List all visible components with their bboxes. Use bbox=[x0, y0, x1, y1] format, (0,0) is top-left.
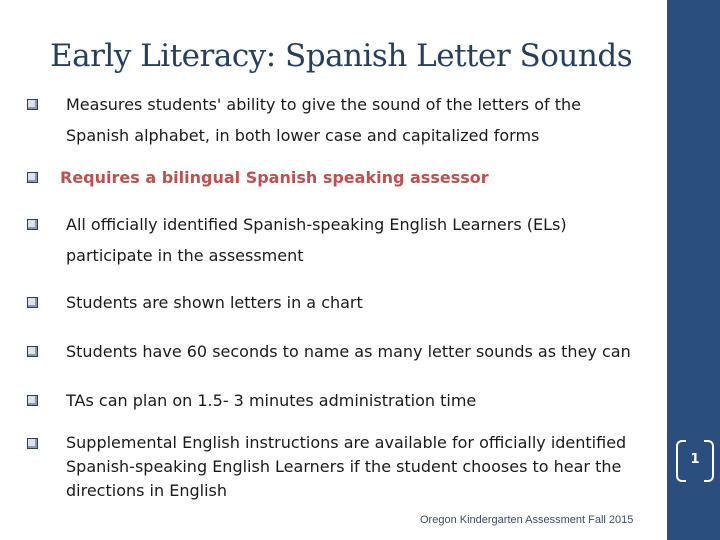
bullet-item bbox=[27, 89, 637, 151]
checkbox-bullet-icon bbox=[27, 346, 38, 357]
bullet-text: Supplemental English instructions are available for officially identified Spanish-speaking English Learners if the student chooses to hear the directions in English bbox=[66, 433, 627, 500]
bullet-text: Students have 60 seconds to name as many letter sounds as they can bbox=[66, 342, 631, 361]
bullet-text: Students are shown letters in a chart bbox=[66, 293, 363, 312]
checkbox-bullet-icon bbox=[27, 172, 38, 183]
bullet-text: Requires a bilingual Spanish speaking assessor bbox=[60, 168, 489, 187]
checkbox-bullet-icon bbox=[27, 395, 38, 406]
checkbox-bullet-icon bbox=[27, 438, 38, 449]
slide-title: Early Literacy: Spanish Letter Sounds bbox=[50, 38, 633, 74]
bullet-item bbox=[27, 385, 637, 416]
bullet-text: All officially identified Spanish-speaking English Learners (ELs) participate in the assessment bbox=[66, 215, 567, 265]
bullet-text: TAs can plan on 1.5- 3 minutes administration time bbox=[66, 391, 477, 410]
checkbox-bullet-icon bbox=[27, 219, 38, 230]
footer-text: Oregon Kindergarten Assessment Fall 2015 bbox=[420, 514, 634, 526]
bullet-item bbox=[27, 336, 637, 367]
checkbox-bullet-icon bbox=[27, 297, 38, 308]
page-number: 1 bbox=[676, 440, 714, 478]
bullet-item-highlighted bbox=[27, 162, 637, 193]
bullet-item bbox=[27, 287, 637, 318]
bullet-item bbox=[27, 431, 637, 503]
checkbox-bullet-icon bbox=[27, 99, 38, 110]
bullet-text: Measures students' ability to give the sound of the letters of the Spanish alphabet, in both lower case and capitalized forms bbox=[66, 95, 581, 145]
bullet-item bbox=[27, 209, 637, 271]
